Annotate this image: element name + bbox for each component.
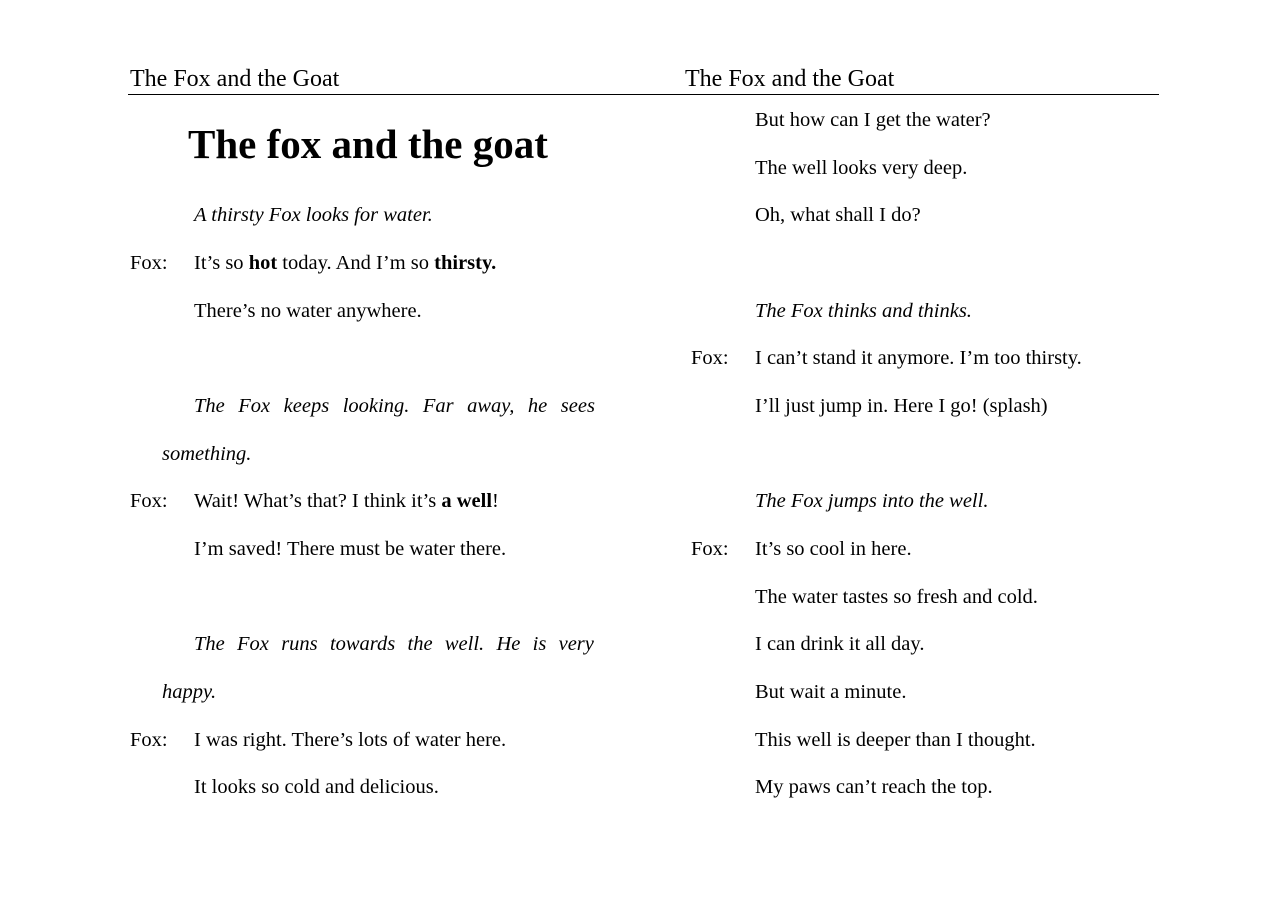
word: towards [329, 633, 396, 655]
emphasis-text: hot [248, 252, 278, 274]
word: The [194, 395, 225, 417]
word: He [496, 633, 521, 655]
dialogue-line: I can drink it all day. [755, 633, 925, 655]
dialogue-line: I was right. There’s lots of water here. [194, 729, 507, 751]
speaker-label: Fox: [130, 252, 168, 274]
dialogue-text: Wait! What’s that? I think it’s [194, 490, 442, 512]
dialogue-text: It’s so [194, 252, 249, 274]
emphasis-text: thirsty. [434, 252, 497, 274]
word: well. [444, 633, 485, 655]
word: he [527, 395, 548, 417]
word: away, [467, 395, 515, 417]
header-rule [128, 94, 1159, 95]
dialogue-line: My paws can’t reach the top. [755, 776, 993, 798]
stage-direction: something. [162, 443, 252, 465]
dialogue-line: The well looks very deep. [755, 157, 968, 179]
word: the [407, 633, 433, 655]
dialogue-text: today. And I’m so [277, 252, 435, 274]
emphasis-text: a well [441, 490, 493, 512]
stage-direction: The Fox jumps into the well. [755, 490, 989, 512]
stage-direction: A thirsty Fox looks for water. [194, 204, 433, 226]
dialogue-line [194, 250, 496, 276]
dialogue-line: Oh, what shall I do? [755, 204, 921, 226]
speaker-label: Fox: [130, 490, 168, 512]
word: keeps [283, 395, 330, 417]
word: is [532, 633, 547, 655]
dialogue-line: The water tastes so fresh and cold. [755, 586, 1038, 608]
word: Fox [238, 395, 271, 417]
running-header-left: The Fox and the Goat [130, 66, 340, 92]
dialogue-line: But how can I get the water? [755, 109, 991, 131]
dialogue-line: I’ll just jump in. Here I go! (splash) [755, 395, 1048, 417]
speaker-label: Fox: [130, 729, 168, 751]
stage-direction [194, 631, 594, 657]
dialogue-line: I’m saved! There must be water there. [194, 538, 507, 560]
dialogue-line: This well is deeper than I thought. [755, 729, 1036, 751]
running-header-right: The Fox and the Goat [685, 66, 895, 92]
word: Fox [237, 633, 269, 655]
word: Far [422, 395, 454, 417]
stage-direction: The Fox thinks and thinks. [755, 300, 972, 322]
dialogue-line: But wait a minute. [755, 681, 907, 703]
page-title: The fox and the goat [188, 121, 548, 167]
word: runs [281, 633, 318, 655]
dialogue-line: I can’t stand it anymore. I’m too thirsty. [755, 347, 1082, 369]
dialogue-line: It looks so cold and delicious. [194, 776, 439, 798]
dialogue-line: It’s so cool in here. [755, 538, 912, 560]
speaker-label: Fox: [691, 347, 729, 369]
dialogue-line: There’s no water anywhere. [194, 300, 422, 322]
word: sees [560, 395, 595, 417]
word: very [558, 633, 594, 655]
word: The [194, 633, 225, 655]
speaker-label: Fox: [691, 538, 729, 560]
dialogue-text: ! [492, 490, 499, 512]
dialogue-line [194, 488, 499, 514]
stage-direction: happy. [162, 681, 217, 703]
word: looking. [342, 395, 410, 417]
stage-direction [194, 393, 595, 419]
